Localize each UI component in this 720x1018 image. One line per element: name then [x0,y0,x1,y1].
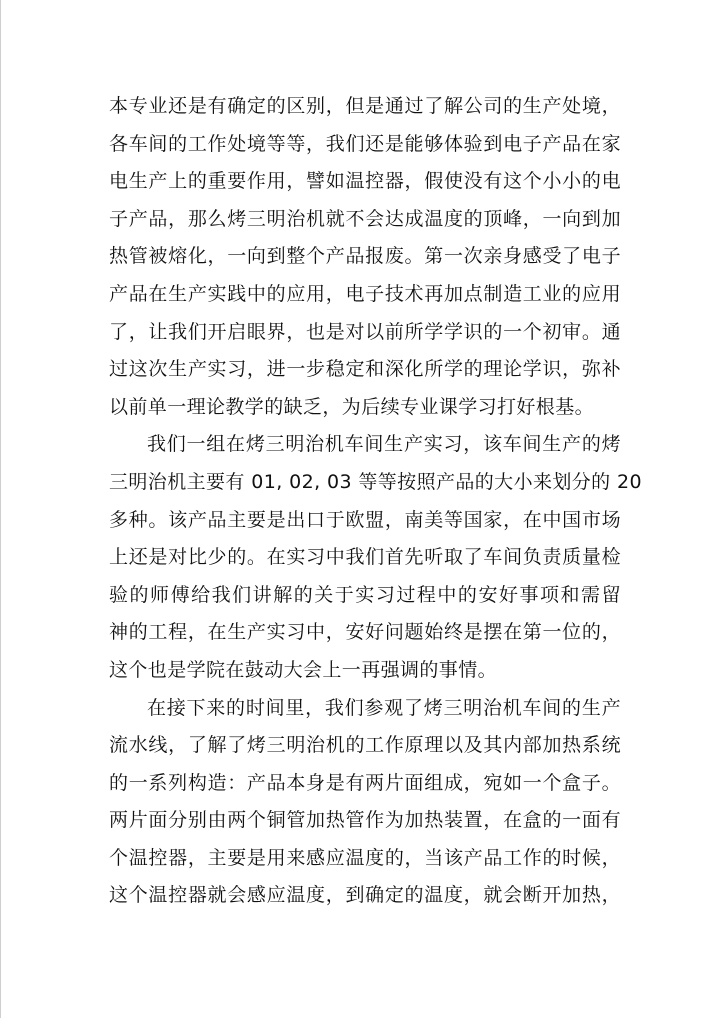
document-body [109,88,642,915]
text-line: 验的师傅给我们讲解的关于实习过程中的安好事项和需留 [109,583,621,606]
text-line: 个温控器，主要是用来感应温度的，当该产品工作的时候， [109,846,621,869]
text-line: 上还是对比少的。在实习中我们首先听取了车间负责质量检 [109,546,621,569]
text-line: 本专业还是有确定的区别，但是通过了解公司的生产处境， [109,95,621,117]
text-line: 这个也是学院在鼓动大会上一再强调的事情。 [109,658,498,681]
text-line: 两片面分别由两个铜管加热管作为加热装置，在盒的一面有 [109,809,621,832]
text-line: 电生产上的重要作用，譬如温控器，假使没有这个小小的电 [109,170,621,193]
text-line: 热管被熔化，一向到整个产品报废。第一次亲身感受了电子 [109,245,621,268]
text-line: 子产品，那么烤三明治机就不会达成温度的顶峰，一向到加 [109,207,621,230]
text-line: 多种。该产品主要是出口于欧盟，南美等国家，在中国市场 [109,508,621,531]
paragraph-3 [109,690,621,916]
text-line: 各车间的工作处境等等，我们还是能够体验到电子产品在家 [109,132,621,155]
text-line: 我们一组在烤三明治机车间生产实习，该车间生产的烤 [147,433,621,456]
text-line: 流水线，了解了烤三明治机的工作原理以及其内部加热系统 [109,734,621,757]
text-line: 三明治机主要有 01, 02, 03 等等按照产品的大小来划分的 20 [109,470,642,493]
text-line: 神的工程，在生产实习中，安好问题始终是摆在第一位的， [109,621,621,644]
paragraph-1 [109,88,621,426]
text-line: 了，让我们开启眼界，也是对以前所学学识的一个初审。通 [109,320,621,343]
text-line: 的一系列构造：产品本身是有两片面组成，宛如一个盒子。 [109,771,621,794]
paragraph-2 [109,426,642,689]
text-line: 这个温控器就会感应温度，到确定的温度，就会断开加热， [109,884,621,907]
text-line: 在接下来的时间里，我们参观了烤三明治机车间的生产 [147,696,621,719]
text-line: 过这次生产实习，进一步稳定和深化所学的理论学识，弥补 [109,358,621,381]
text-line: 以前单一理论教学的缺乏，为后续专业课学习打好根基。 [109,395,595,418]
text-line: 产品在生产实践中的应用，电子技术再加点制造工业的应用 [109,282,621,305]
